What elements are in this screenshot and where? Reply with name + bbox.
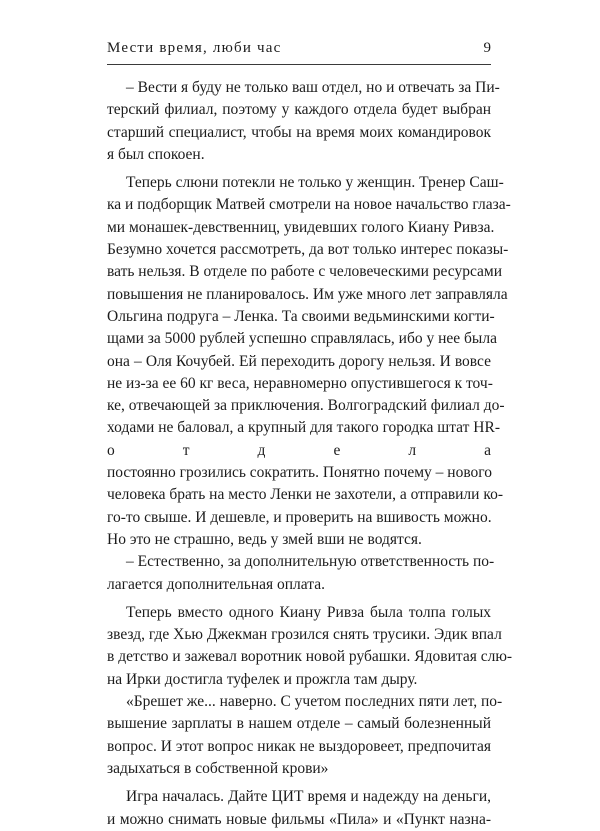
running-header (107, 38, 491, 62)
text-line: в детство и зажевал воротник новой рубашки. Ядовитая слю- (107, 648, 513, 666)
text-line: Но это не страшно, ведь у змей вши не водятся. (107, 530, 422, 548)
text-line: терский филиал, поэтому у каждого отдела будет выбран (107, 101, 491, 119)
paragraph-3 (107, 551, 495, 596)
text-line: – Вести я буду не только ваш отдел, но и отвечать за Пи- (126, 79, 500, 96)
header-divider (107, 64, 491, 65)
paragraph-2 (107, 172, 511, 551)
text-line: вопрос. И этот вопрос никак не выздоровеет, предпочитая (107, 737, 491, 755)
text-line: повышения не планировалось. Им уже много лет заправляла (107, 285, 508, 303)
text-line: Теперь вместо одного Киану Ривза была толпа голых (126, 603, 491, 621)
paragraph-5 (107, 691, 503, 780)
paragraph-1 (107, 77, 500, 166)
text-line: она – Оля Кочубей. Ей переходить дорогу нельзя. И вовсе (107, 352, 491, 370)
text-line: «Брешет же... наверно. С учетом последних пяти лет, по- (126, 693, 503, 711)
body-text (107, 77, 513, 831)
text-line: Ольгина подруга – Ленка. Та своими ведьминскими когти- (107, 307, 495, 325)
text-line: – Естественно, за дополнительную ответственность по- (126, 553, 495, 571)
text-line: вышение зарплаты в нашем отделе – самый болезненный (107, 715, 491, 733)
text-line: ми монашек-девственниц, увидевших голого Киану Ривза. (107, 218, 495, 236)
text-line: задыхаться в собственной крови» (107, 759, 329, 777)
text-line: лагается дополнительная оплата. (107, 575, 325, 593)
paragraph-6 (107, 786, 491, 831)
text-line: ке, отвечающей за приключения. Волгоградский филиал до- (107, 397, 505, 415)
text-line: звезд, где Хью Джекман грозился снять трусики. Эдик впал (107, 626, 502, 644)
text-line: человека брать на место Ленки не захотели, а отправили ко- (107, 486, 503, 504)
text-line: я был спокоен. (107, 145, 205, 163)
text-line: щами за 5000 рублей успешно справлялась, ибо у нее была (107, 330, 497, 348)
text-line: ходами не баловал, а крупный для такого городка штат HR- (107, 419, 501, 437)
text-line: Игра началась. Дайте ЦИТ время и надежду на деньги, (126, 788, 491, 806)
text-line: Безумно хочется рассмотреть, да вот только интерес показы- (107, 241, 509, 259)
running-header-title: Мести время, люби час (107, 40, 282, 56)
text-line: на Ирки достигла туфелек и прожгла там дыру. (107, 670, 418, 688)
text-line: и можно снимать новые фильмы «Пила» и «Пункт назна- (107, 810, 491, 828)
page-number: 9 (483, 40, 491, 56)
text-line: Теперь слюни потекли не только у женщин. Тренер Саш- (126, 174, 504, 192)
text-line: не из-за ее 60 кг веса, неравномерно опустившегося к точ- (107, 374, 493, 392)
text-line: о т д е л а (107, 441, 491, 459)
text-line: постоянно грозились сократить. Понятно почему – нового (107, 464, 493, 482)
text-line: вать нельзя. В отделе по работе с человеческими ресурсами (107, 263, 503, 281)
text-line: го-то свыше. И дешевле, и проверить на вшивость можно. (107, 508, 492, 526)
text-line: ка и подборщик Матвей смотрели на новое начальство глаза- (107, 196, 511, 214)
text-line: старший специалист, чтобы на время моих командировок (107, 123, 491, 141)
paragraph-4 (107, 602, 513, 691)
